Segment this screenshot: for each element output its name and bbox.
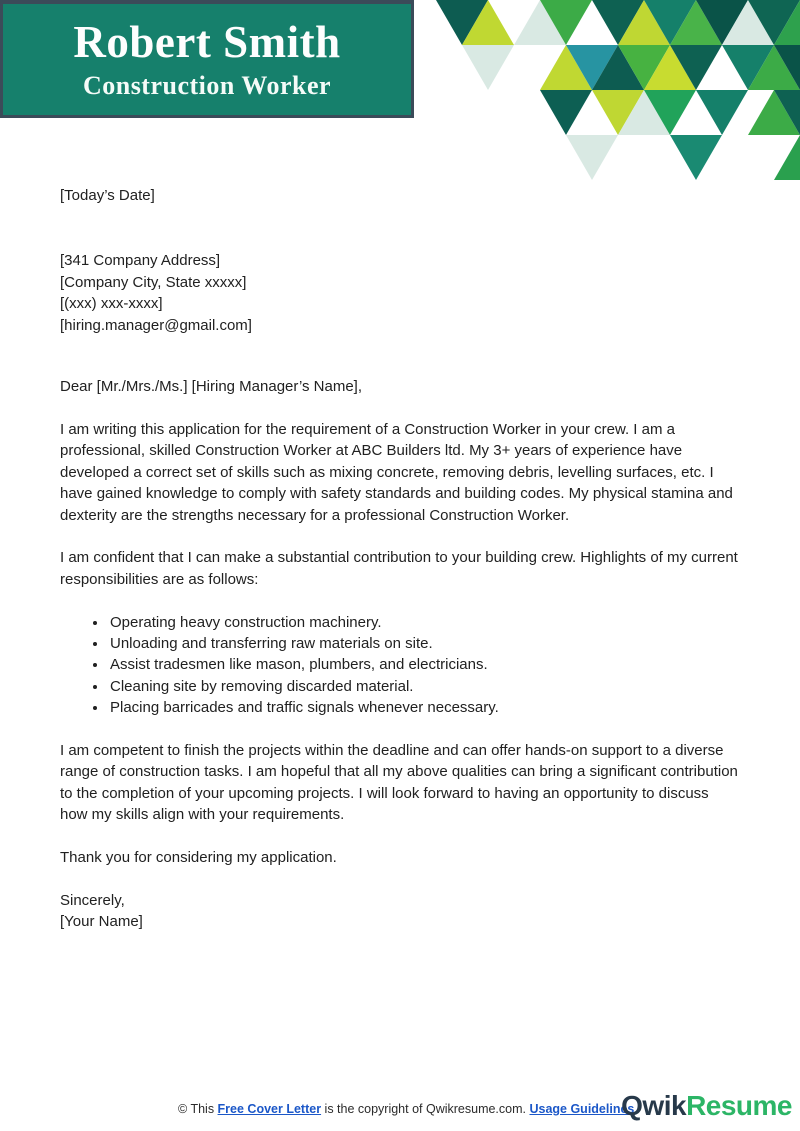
page-footer [0, 1088, 800, 1131]
copyright-middle: is the copyright of Qwikresume.com. [321, 1102, 530, 1116]
paragraph-introduction: I am writing this application for the requirement of a Construction Worker in your crew. I am a professional, skilled Construction Worker at ABC Builders ltd. My 3+ years of experience have developed a correct set of skills such as mixing concrete, removing debris, levelling surfaces, etc. I have gained knowledge to comply with safety standards and building codes. My physical stamina and dexterity are the strengths necessary for a professional Construction Worker. [60, 420, 733, 524]
candidate-job-title: Construction Worker [82, 71, 332, 101]
responsibilities-list [60, 612, 740, 718]
address-line: [341 Company Address] [60, 252, 221, 270]
paragraph-highlights-intro: I am confident that I can make a substantial contribution to your building crew. Highlights of my current responsibilities are as follows: [60, 549, 738, 588]
free-cover-letter-link[interactable]: Free Cover Letter [217, 1102, 322, 1116]
list-item: • Operating heavy construction machinery. [108, 612, 740, 633]
letter-body [60, 185, 740, 933]
address-line: [hiring.manager@gmail.com] [60, 316, 252, 334]
signature-placeholder: [Your Name] [60, 913, 143, 931]
logo-text-resume: Resume [686, 1090, 792, 1121]
paragraph-closing: I am competent to finish the projects within the deadline and can offer hands-on support to a diverse range of construction tasks. I am hopeful that all my above qualities can bring a significant contribution to the completion of your upcoming projects. I will look forward to having an opportunity to discuss how my skills align with your requirements. [60, 741, 738, 823]
list-item: • Unloading and transferring raw materials on site. [108, 633, 740, 654]
copyright-line [178, 1102, 634, 1116]
logo-text-qwik: Qwik [621, 1090, 687, 1121]
list-item: • Cleaning site by removing discarded material. [108, 676, 740, 697]
recipient-address-block [60, 250, 740, 336]
usage-guidelines-link[interactable]: Usage Guidelines [529, 1102, 635, 1116]
address-line: [Company City, State xxxxx] [60, 273, 247, 291]
triangle-mosaic-decoration [436, 0, 800, 180]
candidate-name: Robert Smith [73, 17, 341, 68]
qwikresume-logo [621, 1090, 792, 1122]
thank-you-line: Thank you for considering my application. [60, 849, 337, 867]
signoff: Sincerely, [60, 891, 125, 909]
date-placeholder: [Today’s Date] [60, 187, 155, 204]
header-banner [0, 0, 414, 118]
salutation: Dear [Mr./Mrs./Ms.] [Hiring Manager’s Name], [60, 378, 363, 396]
list-item: • Placing barricades and traffic signals whenever necessary. [108, 697, 740, 718]
copyright-prefix: © This [178, 1102, 218, 1116]
address-line: [(xxx) xxx-xxxx] [60, 295, 163, 313]
list-item: • Assist tradesmen like mason, plumbers, and electricians. [108, 654, 740, 675]
